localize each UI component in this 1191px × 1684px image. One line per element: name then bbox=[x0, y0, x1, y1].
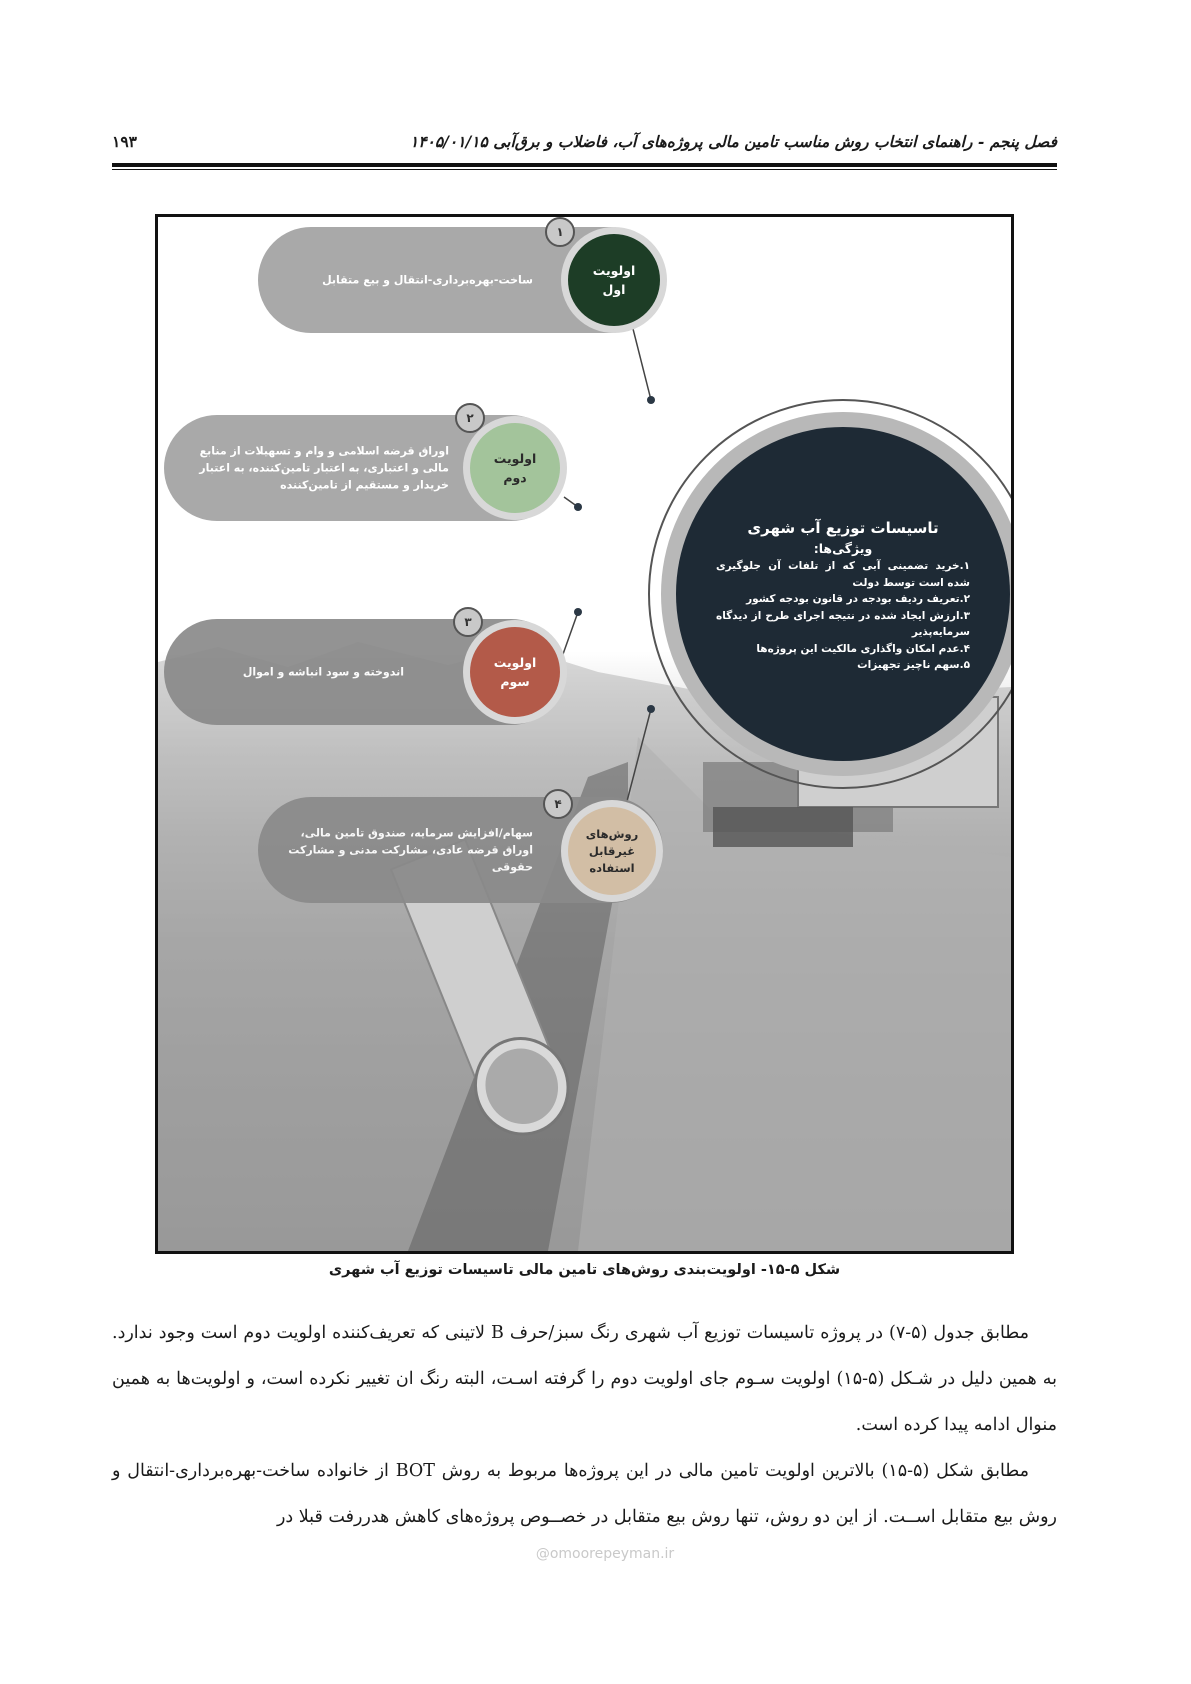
priority-1-badge: ۱ bbox=[545, 217, 575, 247]
priority-1-circle: اولویت اول bbox=[568, 234, 660, 326]
feature-list bbox=[716, 558, 970, 674]
feature-item: ۵.سهم ناچیز تجهیزات bbox=[857, 659, 970, 671]
connector-dot bbox=[574, 608, 582, 616]
priority-4-text: سهام/افزایش سرمایه، صندوق تامین مالی، اوراق قرضه عادی، مشارکت مدنی و مشارکت حقوقی bbox=[288, 826, 533, 874]
feature-item: ۳.ارزش ایجاد شده در نتیجه اجرای طرح از دیدگاه سرمایه‌پذیر bbox=[716, 609, 970, 638]
header-rule-thin bbox=[112, 169, 1057, 170]
center-circle bbox=[676, 427, 1010, 761]
priority-3-badge: ۳ bbox=[453, 607, 483, 637]
body-text bbox=[112, 1310, 1057, 1540]
priority-figure bbox=[155, 214, 1014, 1254]
connector-line-3 bbox=[562, 612, 578, 657]
connector-dot bbox=[647, 705, 655, 713]
priority-3-circle: اولویت سوم bbox=[470, 627, 560, 717]
paragraph: مطابق شکل (۵-۱۵) بالاترین اولویت تامین مالی در این پروژه‌ها مربوط به روش BOT از خانواده ساخت-بهره‌برداری-انتقال و روش بیع متقابل اســت. از این دو روش، تنها روش بیع متقابل در خصــوص پروژه‌های کاهش هدررفت قبلا در bbox=[112, 1461, 1057, 1527]
priority-2-circle: اولویت دوم bbox=[470, 423, 560, 513]
watermark-text: @omoorepeyman.ir bbox=[535, 1546, 675, 1562]
running-title: فصل پنجم - راهنمای انتخاب روش مناسب تامین مالی پروژه‌های آب، فاضلاب و برق‌آبی ۱۴۰۵/۰۱/۱۵ bbox=[409, 132, 1057, 151]
priority-4-badge: ۴ bbox=[543, 789, 573, 819]
excavator-track bbox=[713, 807, 853, 847]
connector-dot bbox=[574, 503, 582, 511]
center-title: تاسیسات توزیع آب شهری bbox=[747, 519, 939, 537]
priority-4-circle: روش‌های غیرقابل استفاده bbox=[568, 807, 656, 895]
figure-caption: شکل ۵-۱۵- اولویت‌بندی روش‌های تامین مالی تاسیسات توزیع آب شهری bbox=[328, 1262, 841, 1278]
page-header bbox=[112, 128, 1057, 158]
paragraph: مطابق جدول (۵-۷) در پروژه تاسیسات توزیع آب شهری رنگ سبز/حرف B لاتینی که تعریف‌کننده اولویت دوم است وجود ندارد. به همین دلیل در شـکل (۵-۱۵) اولویت سـوم جای اولویت دوم را گرفته اسـت، البته رنگ ان تغییر نکرده است، و اولویت‌ها به همین منوال ادامه پیدا کرده است. bbox=[112, 1323, 1058, 1435]
priority-2-badge: ۲ bbox=[455, 403, 485, 433]
connector-dot bbox=[647, 396, 655, 404]
header-rule bbox=[112, 163, 1057, 167]
feature-item: ۲.تعریف ردیف بودجه در قانون بودجه کشور bbox=[746, 593, 970, 605]
feature-item: ۴.عدم امکان واگذاری مالکیت این پروژه‌ها bbox=[756, 642, 970, 655]
page-number: ۱۹۳ bbox=[112, 132, 137, 151]
priority-1-text: ساخت-بهره‌برداری-انتقال و بیع متقابل bbox=[322, 273, 533, 287]
priority-3-text: اندوخته و سود انباشه و اموال bbox=[242, 665, 404, 679]
feature-item: ۱.خرید تضمینی آبی که از تلفات آن جلوگیری شده است توسط دولت bbox=[716, 560, 970, 589]
center-subtitle: ویژگی‌ها: bbox=[813, 541, 873, 556]
priority-2-text: اوراق قرضه اسلامی و وام و تسهیلات از منابع مالی و اعتباری، به اعتبار تامین‌کننده، به اعتبار خریدار و مستقیم از تامین‌کننده bbox=[199, 444, 449, 492]
